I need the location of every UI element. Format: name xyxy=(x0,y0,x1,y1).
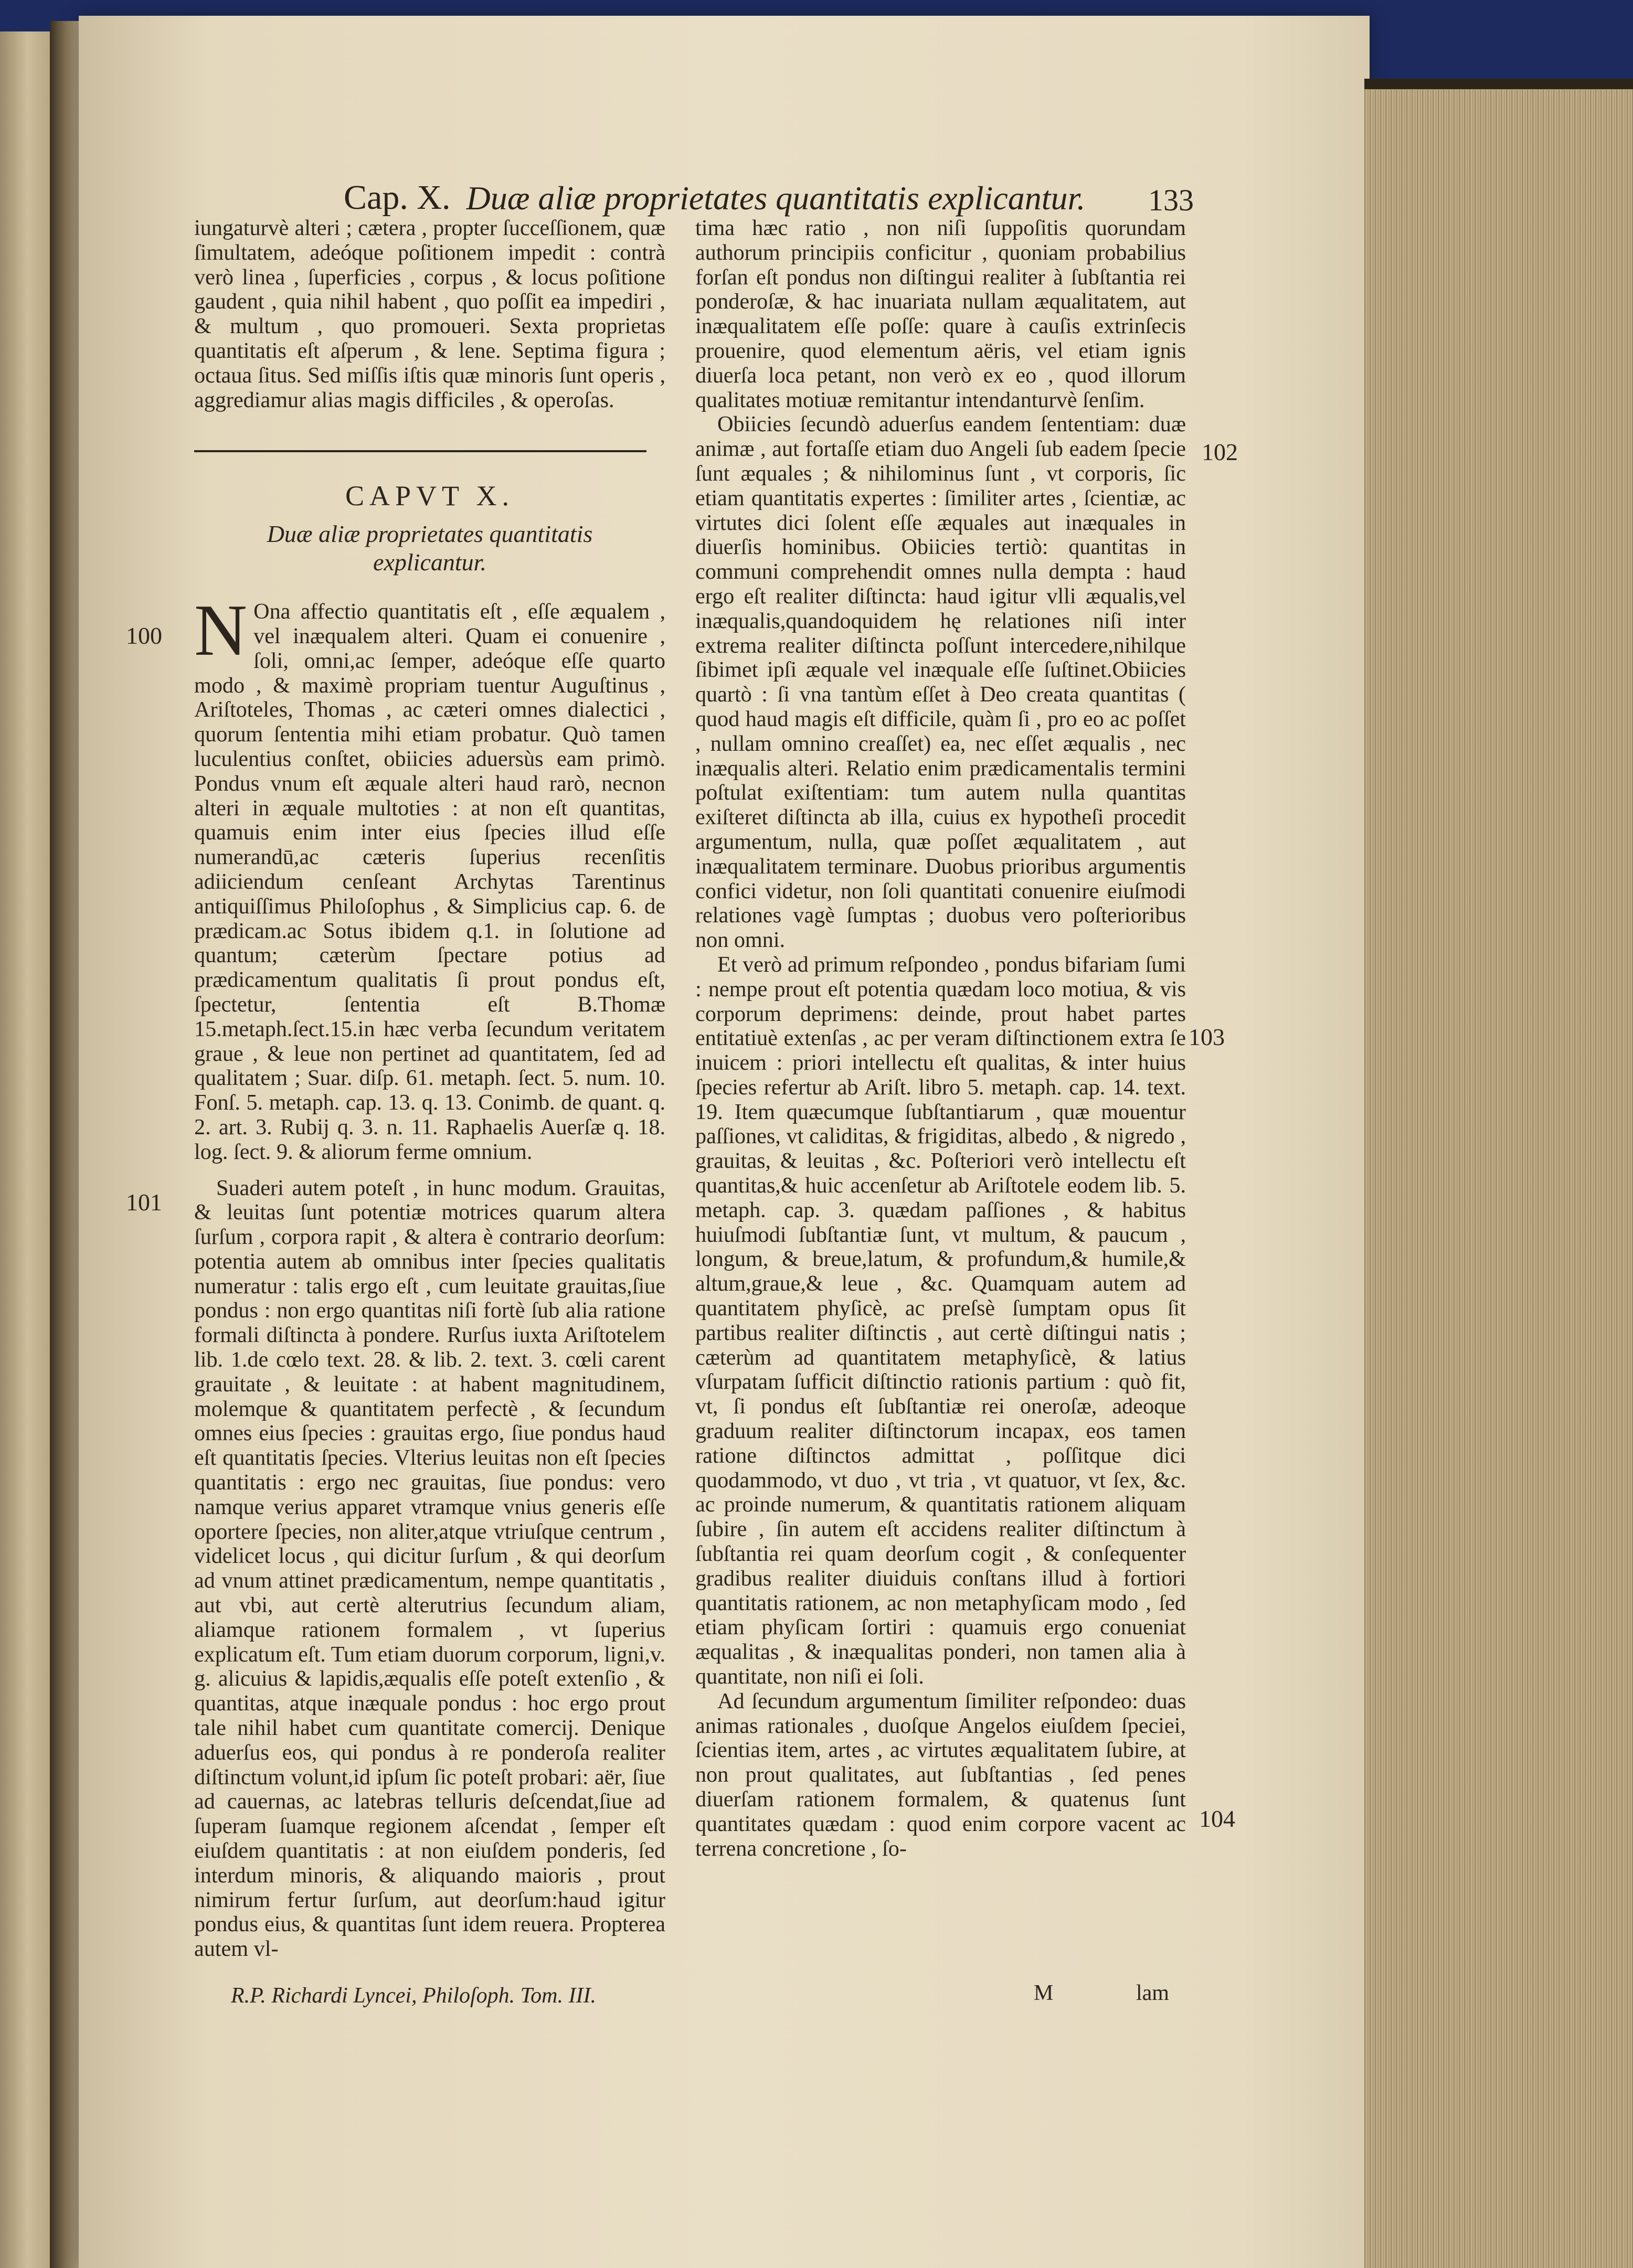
chapter-rule xyxy=(194,450,646,452)
paragraph-103: Et verò ad primum reſpondeo , pondus bifariam ſumi : nempe prout eſt potentia quædam loco motiua, & vis corporum deprimens: deinde, prout habet partes entitatiuè extenſas , ac per veram diſtinctionem extra ſe inuicem : priori intellectu eſt qualitas, & inter huius ſpecies refertur ab Ariſt. libro 5. metaph. cap. 14. text. 19. Item quæcumque ſubſtantiarum , quæ mouentur paſſiones, vt caliditas, & frigiditas, albedo , & nigredo , grauitas, & leuitas , &c. Poſteriori verò intellectu eſt quantitas,& huic accenſetur ab Ariſtotele eodem lib. 5. metaph. cap. 3. quædam paſſiones , & habitus huiuſmodi ſubſtantiæ ſunt, vt multum, & paucum , longum, & breue,latum, & profundum,& humile,& altum,graue,& leue , &c. Quamquam autem ad quantitatem phyſicè, ac preſsè ſumptam opus ſit partibus realiter diſtinctis , aut certè diſtingui natis ; cæterùm ad quantitatem metaphyſicè, & latius vſurpatam ſufficit diſtinctio rationis partium : quò fit, vt, ſi pondus eſt ſubſtantiæ rei oneroſæ, adeoque graduum realiter diſtinctorum incapax, eos tamen ratione diſtinctos admittat , poſſitque dici quodammodo, vt duo , vt tria , vt quatuor, vt ſex, &c. ac proinde numerum, & quantitatis rationem aliquam ſubire , ſin autem eſt accidens realiter diſtinctum à ſubſtantia rei quam deorſum cogit , & conſequenter gradibus realiter diuiduis conſtans illud à fortiori quantitatis rationem, ac non metaphyſicam modo , ſed etiam phyſicam ſortiri : quamuis ergo conueniat æqualitas , & inæqualitas ponderi, non tamen alia à quantitate, non niſi ei ſoli. xyxy=(695,952,1186,1689)
paragraph-104: Ad ſecundum argumentum ſimiliter reſpondeo: duas animas rationales , duoſque Angelos eiuſdem ſpeciei, ſcientias item, artes , ac virtutes æqualitatem ſubire, at non prout qualitates, aut ſubſtantias , ſed penes diuerſam rationem formalem, & quatenus ſunt quantitates quædam : quod enim corpore vacent ac terrena concretione , ſo- xyxy=(695,1688,1186,1861)
chapter-heading: CAPVT X. xyxy=(345,480,515,512)
left-opening-paragraph: iungaturvè alteri ; cætera , propter ſucceſſionem, quæ ſimultatem, adeóque poſitionem impedit : contrà verò linea , ſuperficies , corpus , & locus poſitione gaudent , quia nihil habent , quo poſſit ea impediri , & multum , quo promoueri. Sexta proprietas quantitatis eſt aſperum , & lene. Septima figura ; octaua ſitus. Sed miſſis iſtis quæ minoris ſunt operis , aggrediamur alias magis difficiles , & operoſas. xyxy=(194,216,665,412)
margin-number-103: 103 xyxy=(1189,1024,1225,1050)
paragraph-100 xyxy=(194,590,665,1164)
chapter-summary: Duæ aliæ proprietates quantitatis explicantur. xyxy=(267,520,593,576)
page-block-edges xyxy=(1364,89,1633,2268)
right-column xyxy=(695,216,1186,2037)
footer-author: R.P. Richardi Lyncei, Philoſoph. Tom. III. xyxy=(231,1984,596,2008)
margin-number-101: 101 xyxy=(126,1189,162,1216)
catchword: lam xyxy=(1136,1981,1169,2005)
drop-cap: N xyxy=(194,590,248,672)
margin-number-104: 104 xyxy=(1199,1805,1235,1832)
margin-number-102: 102 xyxy=(1202,439,1238,465)
running-head xyxy=(344,160,1194,218)
running-head-chapter: Cap. X. xyxy=(344,178,451,217)
margin-number-100: 100 xyxy=(126,622,162,649)
paragraph-100-text: Ona affectio quantitatis eſt , eſſe æqualem , vel inæqualem alteri. Quam ei conuenire , ſoli, omni,ac ſemper, adeóque eſſe quarto modo , & maximè propriam tuentur Auguſtinus , Ariſtoteles, Thomas , ac cæteri omnes dialectici , quorum ſententia mihi etiam probatur. Quò tamen luculentius conſtet, obiicies aduersùs eam primò. Pondus vnum eſt æquale alteri haud rarò, necnon alteri in æquale multoties : at non eſt quantitas, quamuis enim inter eius ſpecies illud eſſe numerandū,ac cæteris ſuperius recenſitis adiiciendum cenſeant Archytas Tarentinus antiquiſſimus Philoſophus , & Simplicius cap. 6. de prædicam.ac Sotus ibidem q.1. in ſolutione ad quantum; cæterùm ſpectare potius ad prædicamentum qualitatis ſi prout pondus eſt, ſpectetur, ſententia eſt B.Thomæ 15.metaph.ſect.15.in hæc verba ſecundum veritatem graue , & leue non pertinet ad quantitatem, ſed ad qualitatem ; Suar. diſp. 61. metaph. ſect. 5. num. 10. Fonſ. 5. metaph. cap. 13. q. 13. Conimb. de quant. q. 2. art. 3. Rubij q. 3. n. 11. Raphaelis Auerſæ q. 18. log. ſect. 9. & aliorum ferme omnium. xyxy=(194,599,665,1164)
left-column xyxy=(194,216,665,2058)
signature-mark: M xyxy=(1034,1981,1054,2005)
facing-page-edge xyxy=(0,31,51,2268)
paragraph-102: Obiicies ſecundò aduerſus eandem ſententiam: duæ animæ , aut fortaſſe etiam duo Angeli ſub eadem ſpecie ſunt æquales ; & nihilominus ſunt , vt corporis, ſic etiam quantitatis expertes : ſimiliter artes , ſcientiæ, ac virtutes dici ſolent eſſe æquales aut inæquales in diuerſis hominibus. Obiicies tertiò: quantitas in communi comprehendit omnes nulla dempta : haud ergo eſt realiter diſtincta: haud igitur vlli æqualis,vel inæqualis,quandoquidem hę relationes niſi inter extrema realiter diſtincta poſſunt intercedere,nihilque ſibimet ipſi æquale vel inæquale eſſe ſuſtinet.Obiicies quartò : ſi vna tantùm eſſet à Deo creata quantitas ( quod haud magis eſt difficile, quàm ſi , pro eo ac poſſet , nullam omnino creaſſet) ea, nec eſſet æqualis , nec inæqualis alteri. Relatio enim prædicamentalis termini poſtulat exiſtentiam: tum autem nulla quantitas exiſteret diſtincta ab illa, cuius ex hypotheſi procedit argumentum, nulla, quæ poſſet æqualitatem , aut inæqualitatem terminare. Duobus prioribus argumentis confici videtur, non ſoli quantitati conuenire eiuſmodi relationes vagè ſumptas ; duobus vero poſterioribus non omni. xyxy=(695,412,1186,953)
page-number: 133 xyxy=(1148,183,1194,217)
paragraph-101: Suaderi autem poteſt , in hunc modum. Grauitas, & leuitas ſunt potentiæ motrices quarum altera ſurſum , corpora rapit , & altera è contrario deorſum: potentia autem ab omnibus inter ſpecies qualitatis numeratur : talis ergo eſt , cum leuitate grauitas,ſiue pondus : non ergo quantitas niſi fortè ſub alia ratione formali diſtincta à pondere. Rurſus iuxta Ariſtotelem lib. 1.de cœlo text. 28. & lib. 2. text. 3. cœli carent grauitate , & leuitate : at habent magnitudinem, molemque & quantitatem perfectè , & ſecundum omnes eius ſpecies : grauitas ergo, ſiue pondus haud eſt quantitatis ſpecies. Vlterius leuitas non eſt ſpecies quantitatis : ergo nec grauitas, ſiue pondus: vero namque verius apparet vtramque vnius generis eſſe oportere ſpecies, non aliter,atque vtriuſque centrum , videlicet locus , qui dicitur ſurſum , & qui deorſum ad vnum attinet prædicamentum, nempe quantitatis , aut vbi, aut certè alterutrius ſecundum aliam, aliamque rationem formalem , vt ſuperius explicatum eſt. Tum etiam duorum corporum, ligni,v. g. alicuius & lapidis,æqualis eſſe poteſt extenſio , & quantitas, atque inæquale pondus : hoc ergo prout tale nihil habet cum quantitate comercij. Denique aduerſus eos, qui pondus à re ponderoſa realiter diſtinctum volunt,id ipſum ſic poteſt probari: aër, ſiue ad cauernas, ac latebras telluris deſcendat,ſiue ad ſuperam ſuamque regionem aſcendat , ſemper eſt eiuſdem quantitatis : at non eiuſdem ponderis, ſed interdum minoris, & aliquando maioris , prout nimirum fertur ſurſum, aut deorſum:haud igitur pondus eius, & quantitas ſunt idem reuera. Propterea autem vl- xyxy=(194,1175,665,1962)
right-opening-paragraph: tima hæc ratio , non niſi ſuppoſitis quorundam authorum principiis conficitur , quoniam probabilius forſan eſt pondus non diſtingui realiter à ſubſtantia rei ponderoſæ, & hac inuariata nullam æqualitatem, aut inæqualitatem eſſe poſſe: quare à cauſis extrinſecis prouenire, quod elementum aëris, vel etiam ignis diuerſa loca petant, non verò ex eo , quod illorum qualitates motiuæ remitantur intendanturvè ſenſim. xyxy=(695,216,1186,412)
running-head-title: Duæ aliæ proprietates quantitatis explicantur. xyxy=(466,179,1086,217)
book-gutter xyxy=(50,21,81,2268)
